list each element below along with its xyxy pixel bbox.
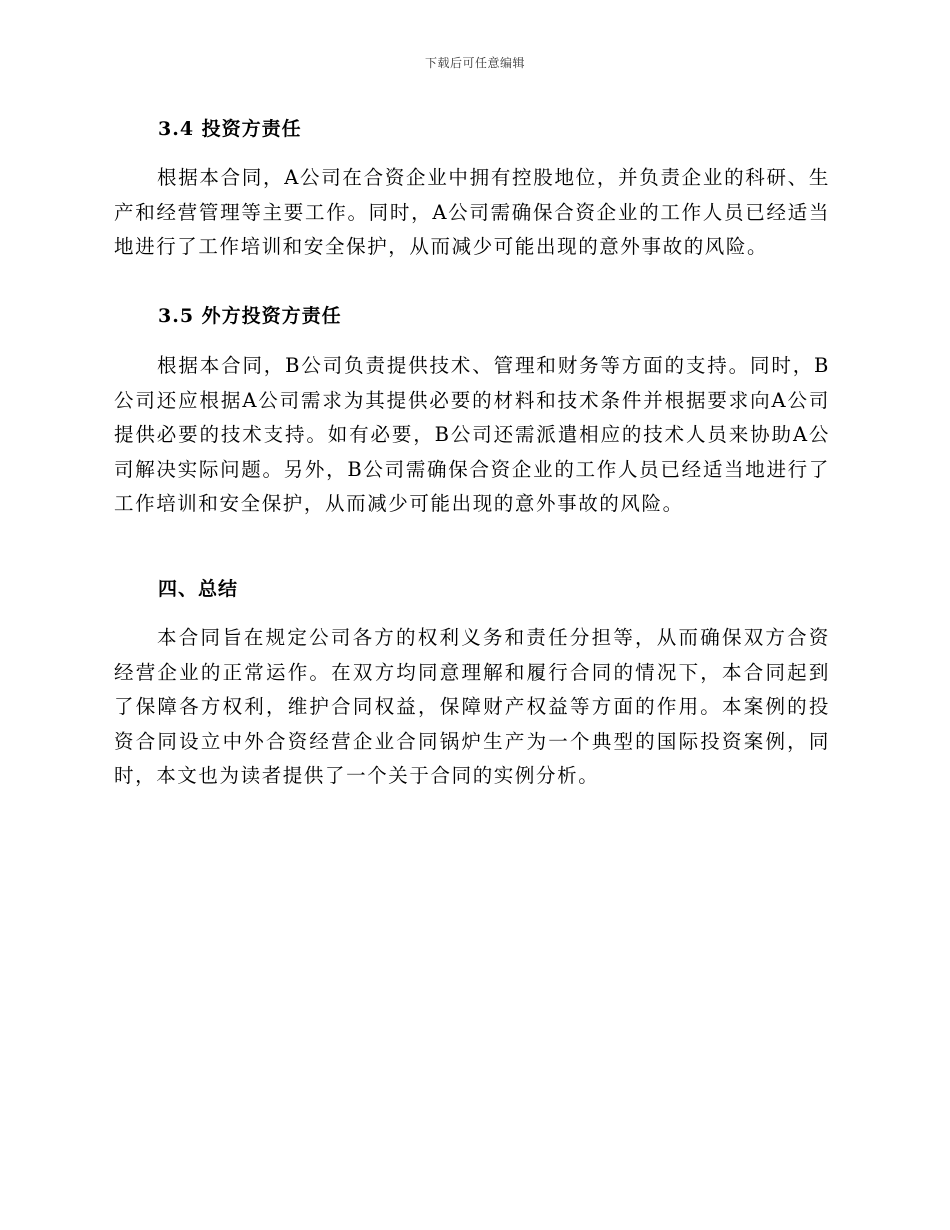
section-heading-3-5: 3.5 外方投资方责任 [158,305,342,327]
section-paragraph-3-4: 根据本合同，A公司在合资企业中拥有控股地位，并负责企业的科研、生产和经营管理等主要工作。同时，A公司需确保合资企业的工作人员已经适当地进行了工作培训和安全保护，从而减少可能出现的意外事故的风险。 [114,166,830,258]
section-heading-3-4: 3.4 投资方责任 [158,118,302,140]
page-header-note: 下载后可任意编辑 [424,56,525,70]
section-paragraph-3-5: 根据本合同，B公司负责提供技术、管理和财务等方面的支持。同时，B公司还应根据A公司需求为其提供必要的材料和技术条件并根据要求向A公司提供必要的技术支持。如有必要，B公司还需派遣相应的技术人员来协助A公司解决实际问题。另外，B公司需确保合资企业的工作人员已经适当地进行了工作培训和安全保护，从而减少可能出现的意外事故的风险。 [114,354,830,515]
section-heading-summary: 四、总结 [158,578,239,600]
section-paragraph-summary: 本合同旨在规定公司各方的权利义务和责任分担等，从而确保双方合资经营企业的正常运作。在双方均同意理解和履行合同的情况下，本合同起到了保障各方权利，维护合同权益，保障财产权益等方面的作用。本案例的投资合同设立中外合资经营企业合同锅炉生产为一个典型的国际投资案例，同时，本文也为读者提供了一个关于合同的实例分析。 [114,626,830,787]
